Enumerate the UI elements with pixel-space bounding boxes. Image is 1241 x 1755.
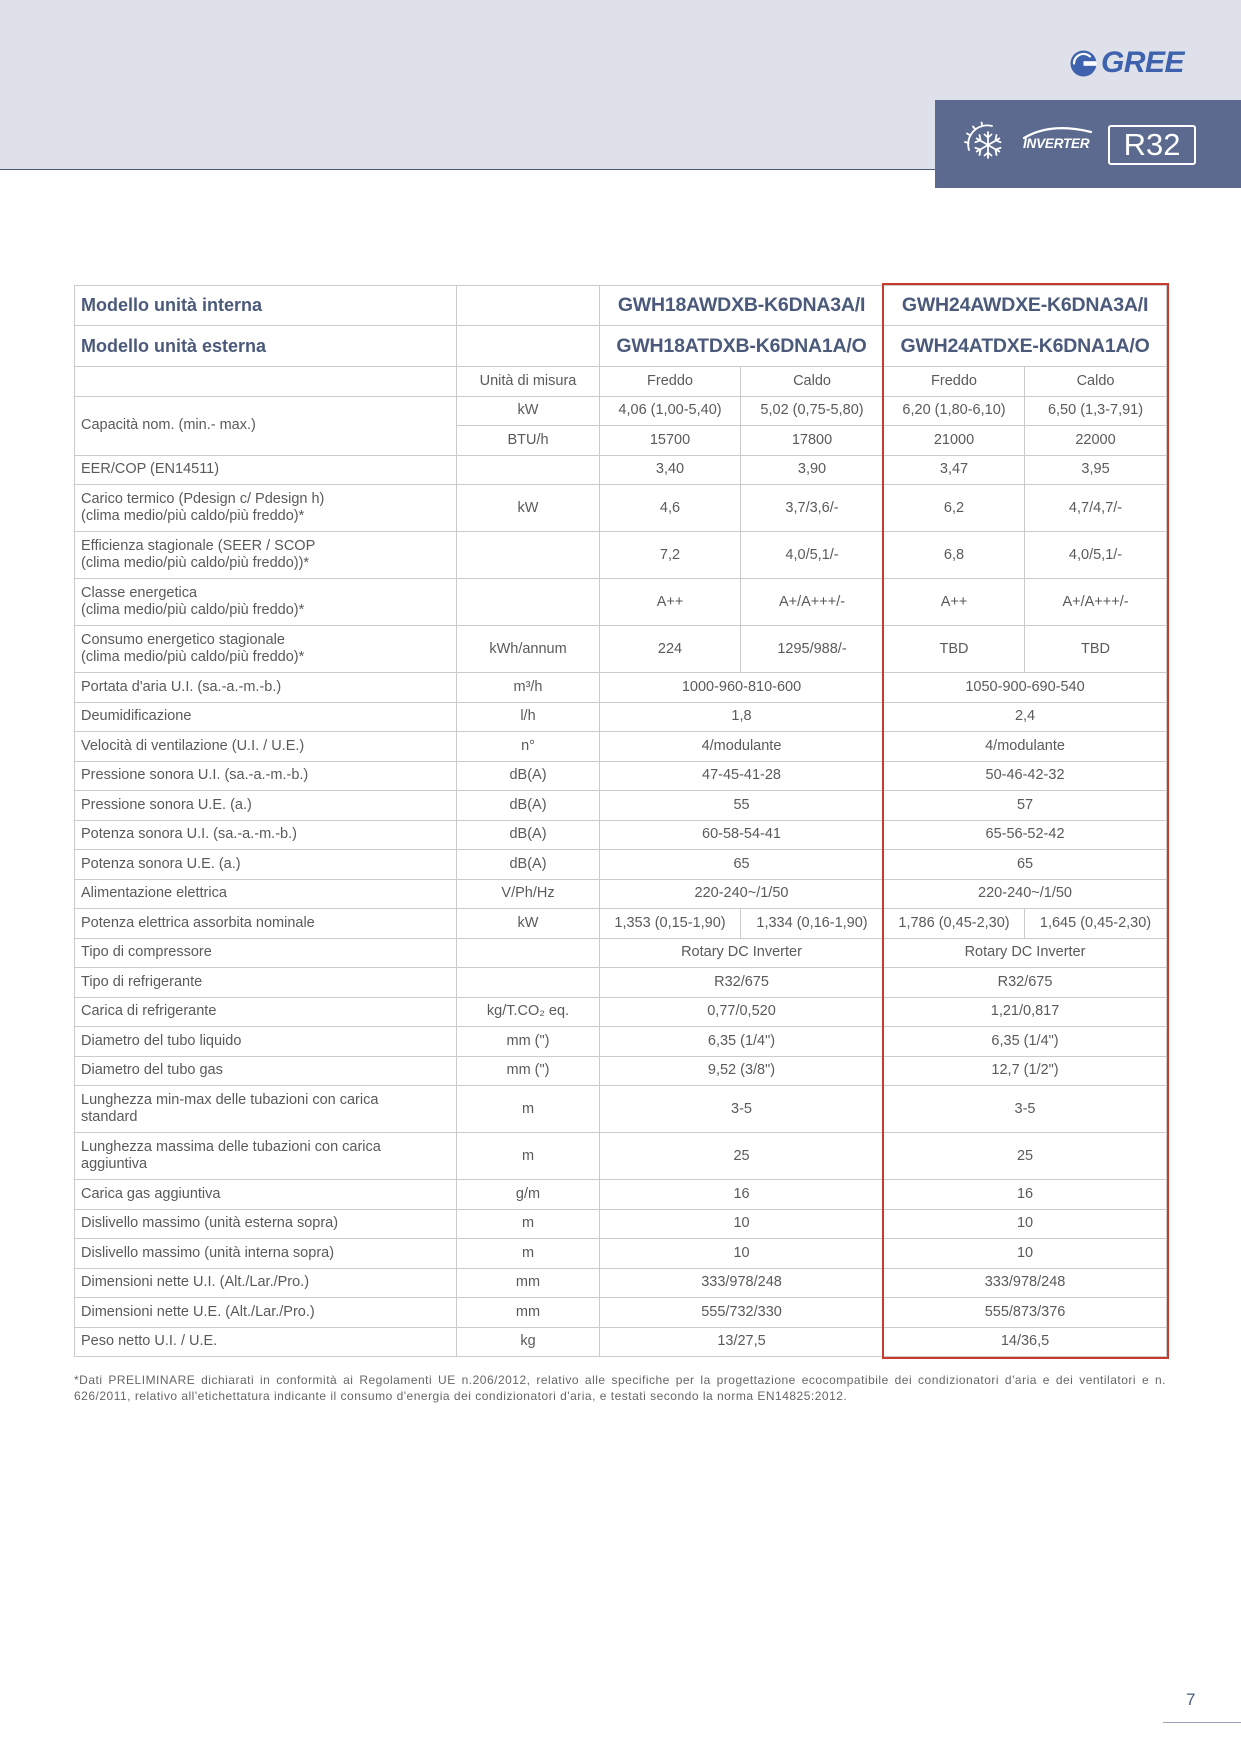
outdoor-model-name: GWH18ATDXB-K6DNA1A/O bbox=[600, 326, 884, 367]
value-cell: 4,0/5,1/- bbox=[1025, 532, 1167, 579]
value-cell: 65-56-52-42 bbox=[884, 820, 1167, 850]
mode-heating-header: Caldo bbox=[741, 367, 884, 397]
mode-cooling-header: Freddo bbox=[600, 367, 741, 397]
row-label: Pressione sonora U.E. (a.) bbox=[75, 791, 457, 821]
value-cell: 65 bbox=[884, 850, 1167, 880]
value-cell: 1050-900-690-540 bbox=[884, 673, 1167, 703]
row-label: Potenza sonora U.E. (a.) bbox=[75, 850, 457, 880]
value-cell: 10 bbox=[884, 1239, 1167, 1269]
row-label: Carica di refrigerante bbox=[75, 997, 457, 1027]
unit-cell: mm bbox=[457, 1298, 600, 1328]
row-label: Dislivello massimo (unità interna sopra) bbox=[75, 1239, 457, 1269]
unit-cell: l/h bbox=[457, 702, 600, 732]
page-number: 7 bbox=[1186, 1690, 1196, 1709]
value-cell: 3,7/3,6/- bbox=[741, 485, 884, 532]
mode-heating-header: Caldo bbox=[1025, 367, 1167, 397]
unit-cell: dB(A) bbox=[457, 761, 600, 791]
value-cell: 16 bbox=[600, 1180, 884, 1210]
unit-cell: mm (") bbox=[457, 1056, 600, 1086]
value-cell: 1000-960-810-600 bbox=[600, 673, 884, 703]
refrigerant-badge bbox=[1108, 125, 1196, 165]
unit-cell: mm bbox=[457, 1268, 600, 1298]
spec-row bbox=[75, 850, 1167, 880]
spec-table-wrapper bbox=[74, 285, 1166, 1357]
value-cell: 1295/988/- bbox=[741, 626, 884, 673]
value-cell: 15700 bbox=[600, 426, 741, 456]
value-cell: 17800 bbox=[741, 426, 884, 456]
value-cell: 6,35 (1/4") bbox=[884, 1027, 1167, 1057]
spec-row bbox=[75, 396, 1167, 426]
spec-table-header bbox=[75, 286, 1167, 397]
value-cell: 10 bbox=[884, 1209, 1167, 1239]
value-cell: 10 bbox=[600, 1209, 884, 1239]
inverter-label: INVERTER bbox=[1023, 136, 1090, 151]
value-cell: 1,334 (0,16-1,90) bbox=[741, 909, 884, 939]
value-cell: 50-46-42-32 bbox=[884, 761, 1167, 791]
spec-row bbox=[75, 791, 1167, 821]
value-cell: 1,786 (0,45-2,30) bbox=[884, 909, 1025, 939]
unit-cell: kW bbox=[457, 485, 600, 532]
row-label: Carico termico (Pdesign c/ Pdesign h) (clima medio/più caldo/più freddo)* bbox=[75, 485, 457, 532]
row-label: Velocità di ventilazione (U.I. / U.E.) bbox=[75, 732, 457, 762]
unit-cell bbox=[457, 968, 600, 998]
mode-cooling-header: Freddo bbox=[884, 367, 1025, 397]
unit-cell: m bbox=[457, 1086, 600, 1133]
value-cell: Rotary DC Inverter bbox=[600, 938, 884, 968]
unit-cell: kg/T.CO₂ eq. bbox=[457, 997, 600, 1027]
spec-row bbox=[75, 1268, 1167, 1298]
row-label: Efficienza stagionale (SEER / SCOP (clima medio/più caldo/più freddo))* bbox=[75, 532, 457, 579]
value-cell: 4/modulante bbox=[600, 732, 884, 762]
spec-row bbox=[75, 1056, 1167, 1086]
unit-cell bbox=[457, 532, 600, 579]
row-label: Portata d'aria U.I. (sa.-a.-m.-b.) bbox=[75, 673, 457, 703]
value-cell: 3-5 bbox=[884, 1086, 1167, 1133]
brand-logo bbox=[1070, 46, 1184, 80]
value-cell: 6,20 (1,80-6,10) bbox=[884, 396, 1025, 426]
indoor-model-name: GWH24AWDXE-K6DNA3A/I bbox=[884, 286, 1167, 326]
outdoor-model-row bbox=[75, 326, 1167, 367]
spec-row bbox=[75, 879, 1167, 909]
spec-row bbox=[75, 1086, 1167, 1133]
row-label: Alimentazione elettrica bbox=[75, 879, 457, 909]
value-cell: 1,353 (0,15-1,90) bbox=[600, 909, 741, 939]
row-label: Potenza sonora U.I. (sa.-a.-m.-b.) bbox=[75, 820, 457, 850]
spec-row bbox=[75, 485, 1167, 532]
value-cell: A+/A+++/- bbox=[1025, 579, 1167, 626]
row-label: Pressione sonora U.I. (sa.-a.-m.-b.) bbox=[75, 761, 457, 791]
row-label: Capacità nom. (min.- max.) bbox=[75, 396, 457, 455]
value-cell: Rotary DC Inverter bbox=[884, 938, 1167, 968]
value-cell: TBD bbox=[1025, 626, 1167, 673]
value-cell: 1,645 (0,45-2,30) bbox=[1025, 909, 1167, 939]
unit-cell: kW bbox=[457, 396, 600, 426]
value-cell: TBD bbox=[884, 626, 1025, 673]
unit-header: Unità di misura bbox=[457, 367, 600, 397]
spec-row bbox=[75, 1027, 1167, 1057]
unit-cell: V/Ph/Hz bbox=[457, 879, 600, 909]
empty-cell bbox=[457, 326, 600, 367]
unit-cell: kWh/annum bbox=[457, 626, 600, 673]
value-cell: 22000 bbox=[1025, 426, 1167, 456]
value-cell: 1,8 bbox=[600, 702, 884, 732]
value-cell: 555/873/376 bbox=[884, 1298, 1167, 1328]
value-cell: 4/modulante bbox=[884, 732, 1167, 762]
spec-row bbox=[75, 1133, 1167, 1180]
spec-row bbox=[75, 909, 1167, 939]
spec-row bbox=[75, 532, 1167, 579]
value-cell: 14/36,5 bbox=[884, 1327, 1167, 1357]
unit-cell: BTU/h bbox=[457, 426, 600, 456]
brand-name: GREE bbox=[1101, 46, 1185, 79]
value-cell: 65 bbox=[600, 850, 884, 880]
value-cell: 21000 bbox=[884, 426, 1025, 456]
value-cell: 3,40 bbox=[600, 455, 741, 485]
spec-row bbox=[75, 673, 1167, 703]
unit-cell: kg bbox=[457, 1327, 600, 1357]
outdoor-model-name: GWH24ATDXE-K6DNA1A/O bbox=[884, 326, 1167, 367]
row-label: Carica gas aggiuntiva bbox=[75, 1180, 457, 1210]
row-label: Classe energetica (clima medio/più caldo/più freddo)* bbox=[75, 579, 457, 626]
row-label: Diametro del tubo gas bbox=[75, 1056, 457, 1086]
value-cell: 3-5 bbox=[600, 1086, 884, 1133]
value-cell: 16 bbox=[884, 1180, 1167, 1210]
unit-cell: m bbox=[457, 1133, 600, 1180]
spec-row bbox=[75, 1209, 1167, 1239]
value-cell: R32/675 bbox=[600, 968, 884, 998]
indoor-model-name: GWH18AWDXB-K6DNA3A/I bbox=[600, 286, 884, 326]
row-label: Dislivello massimo (unità esterna sopra) bbox=[75, 1209, 457, 1239]
value-cell: 4,0/5,1/- bbox=[741, 532, 884, 579]
value-cell: A+/A+++/- bbox=[741, 579, 884, 626]
value-cell: 5,02 (0,75-5,80) bbox=[741, 396, 884, 426]
unit-cell: mm (") bbox=[457, 1027, 600, 1057]
spec-row bbox=[75, 455, 1167, 485]
value-cell: 220-240~/1/50 bbox=[884, 879, 1167, 909]
row-label: Peso netto U.I. / U.E. bbox=[75, 1327, 457, 1357]
value-cell: 555/732/330 bbox=[600, 1298, 884, 1328]
row-label: Consumo energetico stagionale (clima medio/più caldo/più freddo)* bbox=[75, 626, 457, 673]
unit-cell: dB(A) bbox=[457, 850, 600, 880]
spec-row bbox=[75, 579, 1167, 626]
value-cell: 6,2 bbox=[884, 485, 1025, 532]
value-cell: 3,47 bbox=[884, 455, 1025, 485]
value-cell: 12,7 (1/2") bbox=[884, 1056, 1167, 1086]
value-cell: 47-45-41-28 bbox=[600, 761, 884, 791]
value-cell: 60-58-54-41 bbox=[600, 820, 884, 850]
row-label: EER/COP (EN14511) bbox=[75, 455, 457, 485]
spec-row bbox=[75, 702, 1167, 732]
value-cell: 0,77/0,520 bbox=[600, 997, 884, 1027]
footnote: *Dati PRELIMINARE dichiarati in conformità ai Regolamenti UE n.206/2012, relativo alle specifiche per la progettazione ecocompatibile dei condizionatori d'aria e dei ventilatori e n. 626/2011, relativo all'etichettatura indicante il consumo d'energia dei condizionatori d'aria, e testati secondo la norma EN14825:2012. bbox=[74, 1373, 1166, 1403]
refrigerant-label: R32 bbox=[1123, 127, 1181, 162]
value-cell: 7,2 bbox=[600, 532, 741, 579]
value-cell: 55 bbox=[600, 791, 884, 821]
indoor-model-row bbox=[75, 286, 1167, 326]
value-cell: 9,52 (3/8") bbox=[600, 1056, 884, 1086]
unit-cell: dB(A) bbox=[457, 791, 600, 821]
unit-cell bbox=[457, 938, 600, 968]
value-cell: 4,06 (1,00-5,40) bbox=[600, 396, 741, 426]
sun-snowflake-icon bbox=[963, 121, 1009, 167]
value-cell: 13/27,5 bbox=[600, 1327, 884, 1357]
row-label: Lunghezza min-max delle tubazioni con carica standard bbox=[75, 1086, 457, 1133]
unit-cell: m bbox=[457, 1239, 600, 1269]
outdoor-model-label: Modello unità esterna bbox=[75, 326, 457, 367]
value-cell: 6,50 (1,3-7,91) bbox=[1025, 396, 1167, 426]
unit-cell: g/m bbox=[457, 1180, 600, 1210]
spec-table bbox=[74, 285, 1167, 1357]
value-cell: 6,8 bbox=[884, 532, 1025, 579]
spec-row bbox=[75, 820, 1167, 850]
row-label: Deumidificazione bbox=[75, 702, 457, 732]
value-cell: 6,35 (1/4") bbox=[600, 1027, 884, 1057]
page-divider bbox=[1163, 1722, 1241, 1723]
value-cell: A++ bbox=[600, 579, 741, 626]
spec-row bbox=[75, 1239, 1167, 1269]
value-cell: 333/978/248 bbox=[884, 1268, 1167, 1298]
empty-cell bbox=[457, 286, 600, 326]
row-label: Tipo di compressore bbox=[75, 938, 457, 968]
row-label: Diametro del tubo liquido bbox=[75, 1027, 457, 1057]
unit-cell bbox=[457, 579, 600, 626]
unit-cell bbox=[457, 455, 600, 485]
spec-table-body bbox=[75, 396, 1167, 1357]
value-cell: 3,95 bbox=[1025, 455, 1167, 485]
mode-header-row bbox=[75, 367, 1167, 397]
spec-row bbox=[75, 938, 1167, 968]
value-cell: R32/675 bbox=[884, 968, 1167, 998]
value-cell: 25 bbox=[600, 1133, 884, 1180]
unit-cell: m bbox=[457, 1209, 600, 1239]
value-cell: 57 bbox=[884, 791, 1167, 821]
value-cell: 333/978/248 bbox=[600, 1268, 884, 1298]
indoor-model-label: Modello unità interna bbox=[75, 286, 457, 326]
spec-row bbox=[75, 1298, 1167, 1328]
value-cell: 4,6 bbox=[600, 485, 741, 532]
value-cell: 10 bbox=[600, 1239, 884, 1269]
value-cell: 3,90 bbox=[741, 455, 884, 485]
row-label: Lunghezza massima delle tubazioni con carica aggiuntiva bbox=[75, 1133, 457, 1180]
row-label: Dimensioni nette U.E. (Alt./Lar./Pro.) bbox=[75, 1298, 457, 1328]
row-label: Dimensioni nette U.I. (Alt./Lar./Pro.) bbox=[75, 1268, 457, 1298]
spec-row bbox=[75, 626, 1167, 673]
value-cell: 2,4 bbox=[884, 702, 1167, 732]
row-label: Potenza elettrica assorbita nominale bbox=[75, 909, 457, 939]
spec-row bbox=[75, 732, 1167, 762]
value-cell: 1,21/0,817 bbox=[884, 997, 1167, 1027]
value-cell: 224 bbox=[600, 626, 741, 673]
value-cell: A++ bbox=[884, 579, 1025, 626]
inverter-badge bbox=[1021, 123, 1095, 167]
empty-cell bbox=[75, 367, 457, 397]
unit-cell: kW bbox=[457, 909, 600, 939]
value-cell: 220-240~/1/50 bbox=[600, 879, 884, 909]
spec-row bbox=[75, 761, 1167, 791]
spec-row bbox=[75, 1327, 1167, 1357]
value-cell: 25 bbox=[884, 1133, 1167, 1180]
unit-cell: m³/h bbox=[457, 673, 600, 703]
spec-row bbox=[75, 1180, 1167, 1210]
gree-logo-icon bbox=[1070, 50, 1097, 77]
unit-cell: dB(A) bbox=[457, 820, 600, 850]
value-cell: 4,7/4,7/- bbox=[1025, 485, 1167, 532]
spec-row bbox=[75, 997, 1167, 1027]
row-label: Tipo di refrigerante bbox=[75, 968, 457, 998]
spec-row bbox=[75, 968, 1167, 998]
feature-badge-panel bbox=[935, 100, 1241, 188]
unit-cell: n° bbox=[457, 732, 600, 762]
